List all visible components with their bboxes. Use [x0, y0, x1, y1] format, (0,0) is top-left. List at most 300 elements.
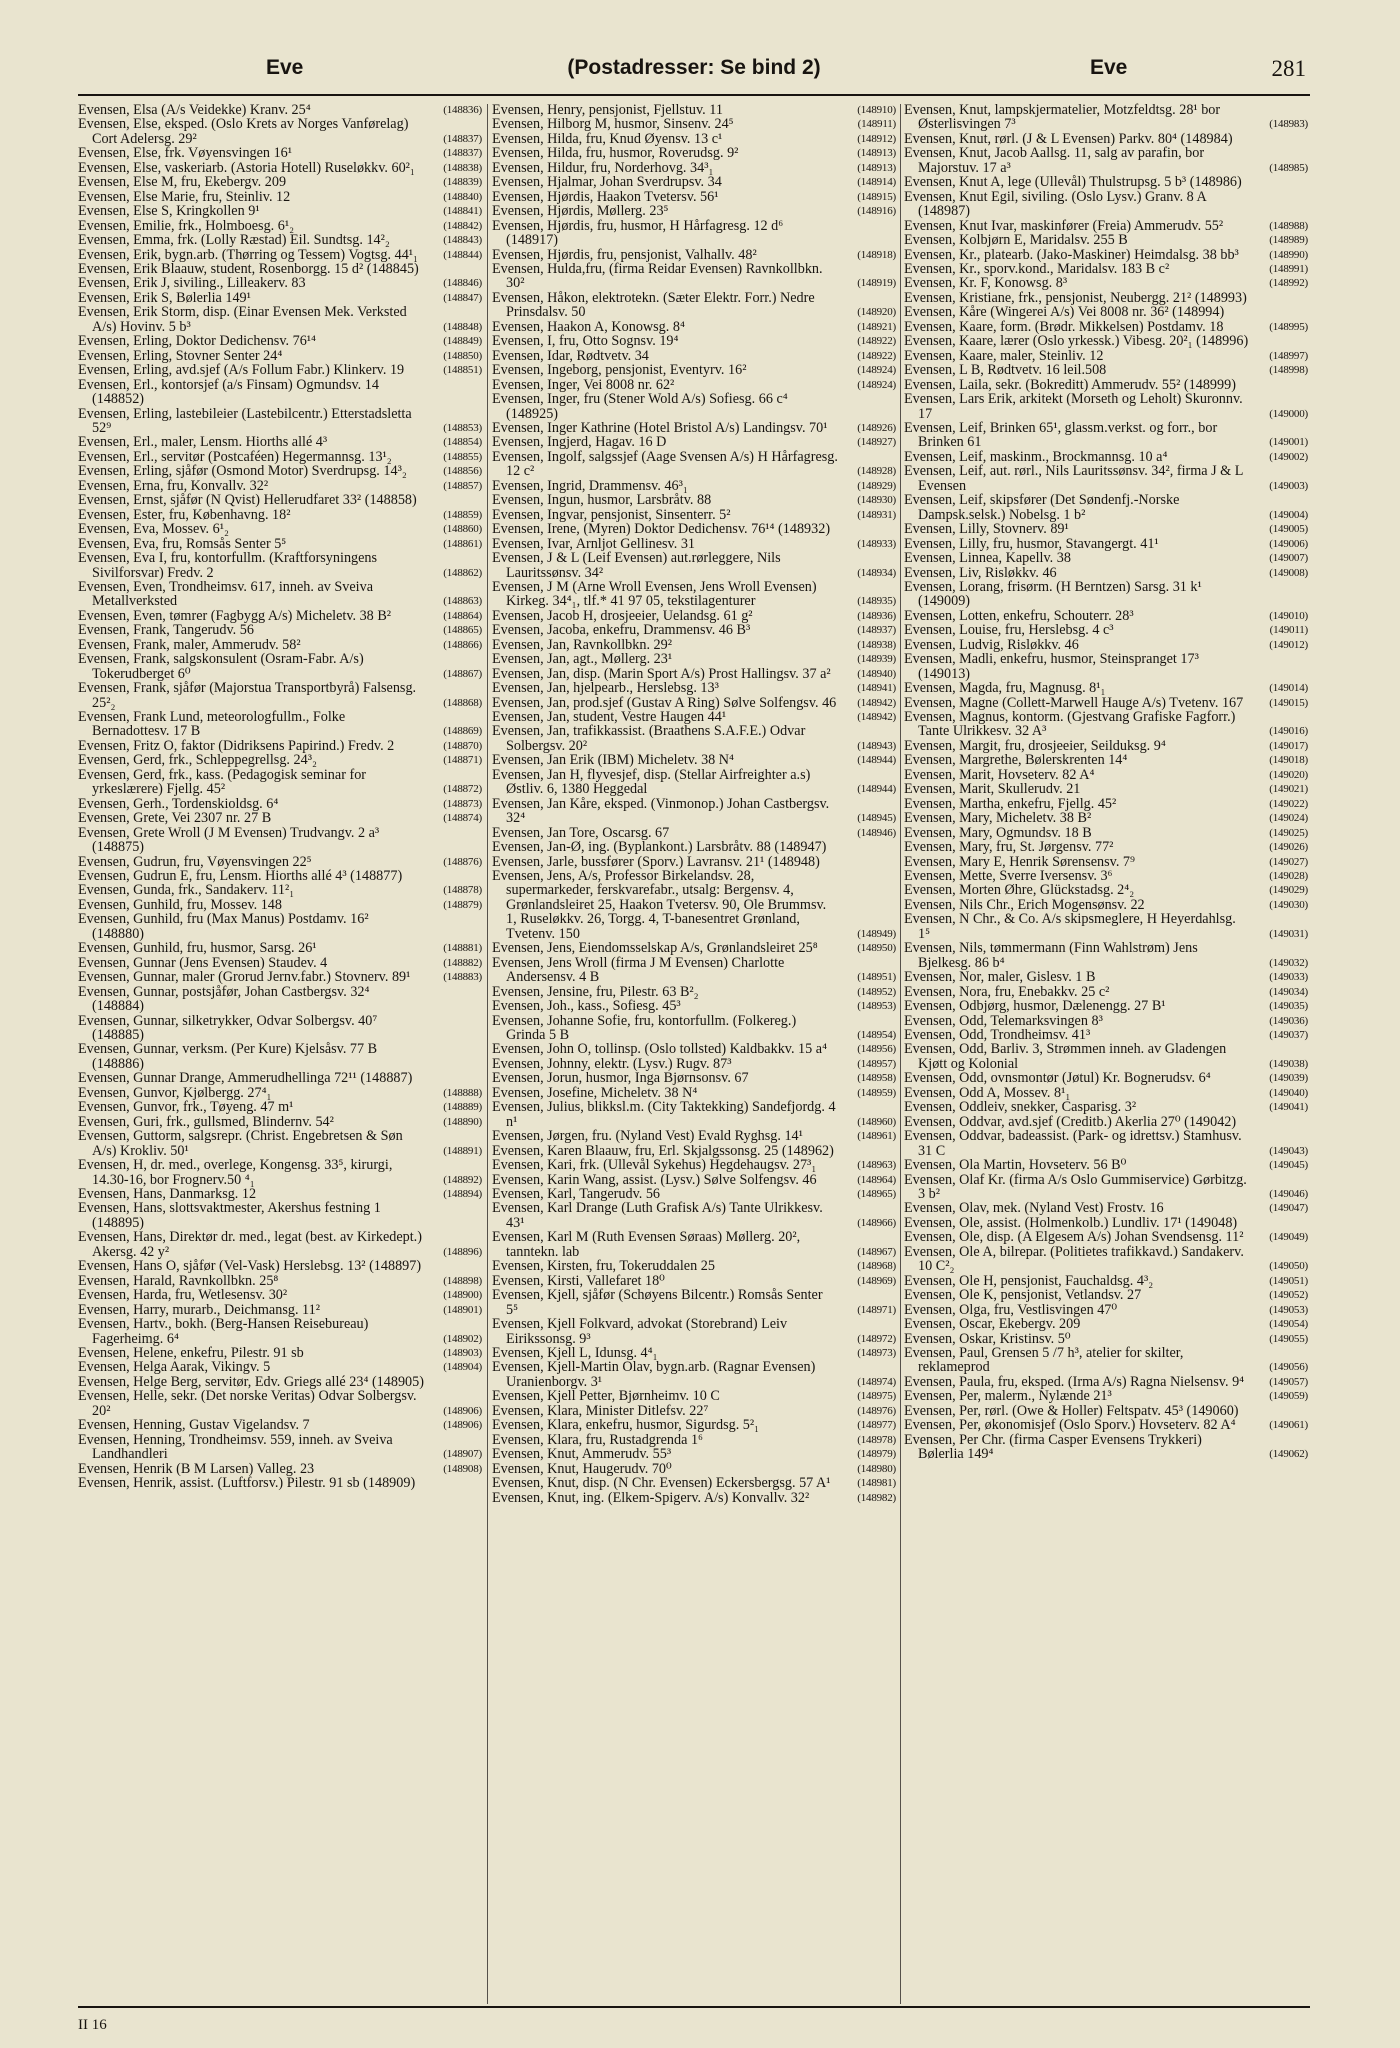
- phone-number: (148851): [443, 364, 482, 377]
- entry-text: Evensen, Jensine, fru, Pilestr. 63 B²₂: [492, 983, 699, 1000]
- directory-entry: [78, 407, 482, 436]
- entry-text: Evensen, Helle, sekr. (Det norske Veritas) Odvar Solbergsv. 20²: [78, 1388, 417, 1419]
- phone-number: (148963): [857, 1159, 896, 1172]
- directory-entry: [492, 1230, 896, 1259]
- entry-text: Evensen, Jørgen, fru. (Nyland Vest) Evald Ryghsg. 14¹: [492, 1128, 803, 1145]
- entry-text: Evensen, Haakon A, Konowsg. 8⁴: [492, 318, 685, 335]
- directory-entry: [78, 898, 482, 912]
- phone-number: (149050): [1269, 1260, 1308, 1273]
- phone-number: (148862): [443, 566, 482, 579]
- entry-text: Evensen, Olga, fru, Vestlisvingen 47⁰: [904, 1301, 1118, 1318]
- entry-text: Evensen, Knut, Haugerudv. 70⁰: [492, 1460, 672, 1477]
- entry-text: Evensen, Knut, Ammerudv. 55³: [492, 1446, 672, 1463]
- entry-text: Evensen, Elsa (A/s Veidekke) Kranv. 25⁴: [78, 102, 311, 118]
- entry-text: Evensen, Gerd, frk., Schleppegrellsg. 24³₂: [78, 752, 317, 769]
- entry-text: Evensen, Else, eksped. (Oslo Krets av Norges Vanførelag) Cort Adelersg. 29²: [78, 116, 409, 147]
- entry-text: Evensen, Ludvig, Risløkkv. 46: [904, 636, 1079, 653]
- entry-text: Evensen, Erl., servitør (Postcaféen) Hegermannsg. 13¹₂: [78, 448, 392, 465]
- entry-text: Evensen, Erling, avd.sjef (A/s Follum Fabr.) Klinkerv. 19: [78, 362, 405, 379]
- entry-text: Evensen, Hjalmar, Johan Sverdrupsv. 34: [492, 174, 722, 191]
- page-number: 281: [1271, 56, 1306, 81]
- phone-number: (148906): [443, 1404, 482, 1417]
- phone-number: (148931): [857, 508, 896, 521]
- entry-text: Evensen, Kr. F, Konowsg. 8³: [904, 275, 1068, 292]
- entry-text: Evensen, Idar, Rødtvetv. 34: [492, 347, 649, 364]
- phone-number: (148891): [443, 1144, 482, 1157]
- phone-number: (148873): [443, 797, 482, 810]
- entry-text: Evensen, Louise, fru, Herslebsg. 4 c³: [904, 622, 1114, 639]
- entry-text: Evensen, Jan, disp. (Marin Sport A/s) Prost Hallingsv. 37 a²: [492, 665, 831, 682]
- directory-entry: [78, 739, 482, 753]
- directory-entry: [78, 1086, 482, 1100]
- phone-number: (148881): [443, 942, 482, 955]
- phone-number: (148974): [857, 1375, 896, 1388]
- phone-number: (148916): [857, 205, 896, 218]
- phone-number: (149057): [1269, 1375, 1308, 1388]
- phone-number: (148951): [857, 971, 896, 984]
- directory-entry: [78, 1476, 482, 1490]
- directory-entry: [904, 262, 1308, 276]
- directory-entry: [78, 508, 482, 522]
- directory-entry: [492, 1360, 896, 1389]
- directory-entry: [492, 1462, 896, 1476]
- directory-entry: [904, 739, 1308, 753]
- entry-text: Evensen, Erna, fru, Konvallv. 32²: [78, 477, 269, 494]
- directory-entry: [904, 782, 1308, 796]
- entry-text: Evensen, Ingolf, salgssjef (Aage Svensen A/s) H Hårfagresg. 12 c²: [492, 448, 838, 480]
- entry-text: Evensen, Erling, Stovner Senter 24⁴: [78, 347, 283, 364]
- entry-text: Evensen, Odbjørg, husmor, Dælenengg. 27 B¹: [904, 998, 1166, 1015]
- directory-entry: [78, 912, 482, 941]
- directory-entry: [78, 204, 482, 218]
- entry-text: Evensen, Oddleiv, snekker, Casparisg. 3²: [904, 1099, 1137, 1116]
- directory-entry: [492, 378, 896, 392]
- phone-number: (149001): [1269, 436, 1308, 449]
- directory-entry: [78, 1129, 482, 1158]
- phone-number: (149038): [1269, 1057, 1308, 1070]
- phone-number: (148922): [857, 349, 896, 362]
- directory-entry: [904, 421, 1308, 450]
- entry-text: Evensen, Helene, enkefru, Pilestr. 91 sb: [78, 1344, 304, 1361]
- phone-number: (148992): [1269, 277, 1308, 290]
- entry-text: Evensen, Knut, lampskjermatelier, Motzfeldtsg. 28¹ bor Østerlisvingen 7³: [904, 102, 1221, 133]
- entry-text: Evensen, Frank Lund, meteorologfullm., Folke Bernadottesv. 17 B: [78, 709, 346, 740]
- phone-number: (148934): [857, 566, 896, 579]
- directory-entry: [492, 421, 896, 435]
- directory-entry: [492, 638, 896, 652]
- entry-text: Evensen, Even, tømrer (Fagbygg A/s) Micheletv. 38 B²: [78, 607, 392, 624]
- entry-text: Evensen, Hans, Danmarksg. 12: [78, 1185, 257, 1202]
- directory-entry: [904, 1346, 1308, 1375]
- directory-entry: [78, 883, 482, 897]
- phone-number: (149033): [1269, 971, 1308, 984]
- directory-entry: [492, 1418, 896, 1432]
- directory-entry: [904, 869, 1308, 883]
- phone-number: (148939): [857, 653, 896, 666]
- entry-text: Evensen, Kaare, form. (Brødr. Mikkelsen) Postdamv. 18: [904, 318, 1224, 335]
- directory-entry: [904, 276, 1308, 290]
- phone-number: (148972): [857, 1332, 896, 1345]
- phone-number: (148910): [857, 104, 896, 116]
- directory-entry: [78, 175, 482, 189]
- directory-entry: [492, 768, 896, 797]
- directory-entry: [78, 219, 482, 233]
- phone-number: (149004): [1269, 508, 1308, 521]
- entry-text: Evensen, Mary E, Henrik Sørensensv. 7⁹: [904, 853, 1135, 870]
- entry-text: Evensen, Jorun, husmor, Inga Bjørnsonsv. 67: [492, 1070, 749, 1087]
- directory-entry: [904, 1317, 1308, 1331]
- directory-entry: [492, 681, 896, 695]
- phone-number: (148954): [857, 1029, 896, 1041]
- phone-number: (148926): [857, 421, 896, 434]
- directory-entry: [904, 1014, 1308, 1028]
- entry-text: Evensen, Karl M (Ruth Evensen Søraas) Møllerg. 20², tanntekn. lab: [492, 1229, 801, 1260]
- entry-text: Evensen, Emilie, frk., Holmboesg. 6¹₂: [78, 217, 295, 234]
- phone-number: (149018): [1269, 754, 1308, 767]
- directory-entry: [492, 161, 896, 175]
- entry-text: Evensen, Johnny, elektr. (Lysv.) Rugv. 87³: [492, 1055, 732, 1072]
- entry-text: Evensen, Helge Berg, servitør, Edv. Griegs allé 23⁴ (148905): [78, 1373, 424, 1390]
- directory-entry: [78, 1042, 482, 1071]
- entry-text: Evensen, Erl., kontorsjef (a/s Finsam) Ogmundsv. 14 (148852): [78, 376, 379, 408]
- entry-text: Evensen, Kr., sporv.kond., Maridalsv. 183 B c²: [904, 260, 1170, 277]
- entry-text: Evensen, John O, tollinsp. (Oslo tollsted) Kaldbakkv. 15 a⁴: [492, 1041, 828, 1058]
- directory-entry: [904, 349, 1308, 363]
- directory-entry: [78, 1259, 482, 1273]
- phone-number: (148850): [443, 349, 482, 362]
- entry-text: Evensen, Joh., kass., Sofiesg. 45³: [492, 998, 681, 1015]
- directory-entry: [904, 522, 1308, 536]
- directory-entry: [78, 493, 482, 507]
- directory-entry: [78, 1462, 482, 1476]
- directory-entry: [904, 291, 1308, 305]
- directory-entry: [492, 1071, 896, 1085]
- directory-entry: [492, 320, 896, 334]
- phone-number: (148990): [1269, 248, 1308, 261]
- phone-number: (149010): [1269, 609, 1308, 622]
- directory-entry: [78, 1187, 482, 1201]
- phone-number: (148967): [857, 1245, 896, 1258]
- directory-entry: [904, 696, 1308, 710]
- phone-number: (148919): [857, 277, 896, 290]
- entry-text: Evensen, Hjørdis, fru, husmor, H Hårfagresg. 12 d⁶ (148917): [492, 217, 784, 249]
- directory-entry: [904, 450, 1308, 464]
- phone-number: (148921): [857, 320, 896, 333]
- phone-number: (148840): [443, 190, 482, 203]
- phone-number: (148870): [443, 739, 482, 752]
- directory-entry: [492, 1173, 896, 1187]
- phone-number: (148938): [857, 638, 896, 651]
- entry-text: Evensen, Else Marie, fru, Steinliv. 12: [78, 188, 291, 205]
- phone-number: (148950): [857, 942, 896, 955]
- phone-number: (149029): [1269, 884, 1308, 897]
- entry-text: Evensen, Ole A, bilrepar. (Politietes trafikkavd.) Sandakerv. 10 C²₂: [904, 1243, 1244, 1275]
- phone-number: (148959): [857, 1086, 896, 1099]
- entry-text: Evensen, Julius, blikksl.m. (City Taktekking) Sandefjordg. 4 n¹: [492, 1099, 836, 1130]
- directory-entry: [492, 1404, 896, 1418]
- entry-text: Evensen, Erik J, siviling., Lilleakerv. 83: [78, 275, 306, 292]
- directory-entry: [904, 985, 1308, 999]
- phone-number: (148983): [1269, 118, 1308, 131]
- phone-number: (148854): [443, 436, 482, 449]
- phone-number: (148980): [857, 1462, 896, 1475]
- directory-entry: [492, 826, 896, 840]
- phone-number: (148997): [1269, 349, 1308, 362]
- phone-number: (148856): [443, 465, 482, 478]
- entry-text: Evensen, Ester, fru, Københavng. 18²: [78, 506, 291, 523]
- phone-number: (148935): [857, 595, 896, 608]
- phone-number: (148863): [443, 595, 482, 608]
- phone-number: (148860): [443, 523, 482, 536]
- entry-text: Evensen, Gudrun, fru, Vøyensvingen 22⁵: [78, 853, 312, 870]
- entry-text: Evensen, Karl, Tangerudv. 56: [492, 1185, 661, 1202]
- directory-entry: [904, 363, 1308, 377]
- phone-number: (149025): [1269, 826, 1308, 839]
- entry-text: Evensen, Harald, Ravnkollbkn. 25⁸: [78, 1272, 279, 1289]
- entry-text: Evensen, Kjell Petter, Bjørnheimv. 10 C: [492, 1388, 720, 1405]
- entry-text: Evensen, Hjørdis, Møllerg. 23⁵: [492, 203, 669, 220]
- entry-text: Evensen, Kjell Folkvard, advokat (Storebrand) Leiv Eirikssonsg. 9³: [492, 1316, 788, 1347]
- directory-entry: [492, 450, 896, 479]
- phone-number: (148844): [443, 248, 482, 261]
- entry-text: Evensen, Erling, sjåfør (Osmond Motor) Sverdrupsg. 14³₂: [78, 463, 407, 480]
- directory-entry: [904, 1071, 1308, 1085]
- phone-number: (149051): [1269, 1274, 1308, 1287]
- directory-entry: [904, 652, 1308, 681]
- directory-entry: [78, 1433, 482, 1462]
- entry-text: Evensen, Kristiane, frk., pensjonist, Neubergg. 21² (148993): [904, 289, 1247, 306]
- directory-entry: [492, 537, 896, 551]
- directory-entry: [492, 667, 896, 681]
- phone-number: (148913): [857, 147, 896, 160]
- entry-text: Evensen, Jan Kåre, eksped. (Vinmonop.) Johan Castbergsv. 32⁴: [492, 795, 830, 827]
- entry-text: Evensen, Jan, trafikkassist. (Braathens S.A.F.E.) Odvar Solbergsv. 20²: [492, 723, 806, 754]
- phone-number: (148991): [1269, 262, 1308, 275]
- directory-entry: [492, 724, 896, 753]
- entry-text: Evensen, Inger, Vei 8008 nr. 62²: [492, 376, 675, 393]
- phone-number: (148866): [443, 638, 482, 651]
- entry-text: Evensen, Eva, Mossev. 6¹₂: [78, 521, 229, 538]
- entry-text: Evensen, Morten Øhre, Glückstadsg. 2⁴₂: [904, 882, 1135, 899]
- phone-number: (148928): [857, 465, 896, 478]
- directory-entry: [78, 479, 482, 493]
- phone-number: (148848): [443, 320, 482, 333]
- entry-text: Evensen, Frank, salgskonsulent (Osram-Fabr. A/s) Tokerudberget 6⁰: [78, 651, 364, 682]
- footer-rule: [78, 2006, 1310, 2008]
- directory-entry: [78, 1014, 482, 1043]
- directory-entry: [904, 320, 1308, 334]
- directory-entry: [492, 840, 896, 854]
- directory-entry: [78, 956, 482, 970]
- entry-text: Evensen, Olaf Kr. (firma A/s Oslo Gummiservice) Gørbitzg. 3 b²: [904, 1171, 1247, 1202]
- directory-entry: [492, 508, 896, 522]
- entry-text: Evensen, Karin Wang, assist. (Lysv.) Sølve Solfengsv. 46: [492, 1171, 817, 1188]
- directory-entry: [492, 941, 896, 955]
- phone-number: (149000): [1269, 407, 1308, 420]
- directory-entry: [492, 1447, 896, 1461]
- phone-number: (149040): [1269, 1086, 1308, 1099]
- phone-number: (148869): [443, 725, 482, 738]
- directory-entry: [904, 103, 1308, 132]
- entry-text: Evensen, Kjell L, Idunsg. 4⁴₁: [492, 1344, 658, 1361]
- entry-text: Evensen, Inger, fru (Stener Wold A/s) Sofiesg. 66 c⁴ (148925): [492, 391, 788, 422]
- phone-number: (148902): [443, 1332, 482, 1345]
- entry-text: Evensen, Jens, A/s, Professor Birkelandsv. 28, supermarkeder, ferskvarefabr., utsalg: Bergensv. 4, Grønlandsleiret 25, Haakon Tvetersv. 90, Ole Brummsv. 1, Ruseløkkv. 26, Torgg. 4, T-banesentret Grønland, Tvetenv. 150: [492, 868, 827, 942]
- phone-number: (149003): [1269, 479, 1308, 492]
- entry-text: Evensen, Gunhild, fru (Max Manus) Postdamv. 16² (148880): [78, 911, 369, 942]
- phone-number: (148883): [443, 971, 482, 984]
- directory-entry: [904, 710, 1308, 739]
- phone-number: (148836): [443, 104, 482, 116]
- phone-number: (149059): [1269, 1390, 1308, 1403]
- entry-text: Evensen, Ingrid, Drammensv. 46³₁: [492, 477, 688, 494]
- directory-entry: [904, 566, 1308, 580]
- directory-entry: [492, 985, 896, 999]
- directory-entry: [78, 1375, 482, 1389]
- phone-number: (148927): [857, 436, 896, 449]
- entry-text: Evensen, Gudrun E, fru, Lensm. Hiorths allé 4³ (148877): [78, 868, 403, 885]
- directory-entry: [904, 1216, 1308, 1230]
- entry-text: Evensen, Hans, slottsvaktmester, Akershus festning 1 (148895): [78, 1200, 381, 1231]
- directory-entry: [78, 1201, 482, 1230]
- directory-entry: [492, 1144, 896, 1158]
- directory-entry: [78, 1071, 482, 1085]
- entry-text: Evensen, Nils, tømmermann (Finn Wahlstrøm) Jens Bjelkesg. 86 b⁴: [904, 940, 1198, 971]
- entry-text: Evensen, Oddvar, avd.sjef (Creditb.) Akerlia 27⁰ (149042): [904, 1113, 1237, 1130]
- entry-text: Evensen, Gunhild, fru, husmor, Sarsg. 26¹: [78, 940, 317, 957]
- directory-entry: [904, 305, 1308, 319]
- phone-number: (149008): [1269, 566, 1308, 579]
- phone-number: (148904): [443, 1361, 482, 1374]
- entry-text: Evensen, Laila, sekr. (Bokreditt) Ammerudv. 55² (148999): [904, 376, 1236, 393]
- directory-entry: [492, 1100, 896, 1129]
- directory-entry: [78, 551, 482, 580]
- entry-text: Evensen, Marit, Hovseterv. 82 A⁴: [904, 766, 1095, 783]
- entry-text: Evensen, Lorang, frisørm. (H Berntzen) Sarsg. 31 k¹ (149009): [904, 578, 1202, 610]
- phone-number: (149043): [1269, 1144, 1308, 1157]
- directory-entry: [78, 855, 482, 869]
- phone-number: (148837): [443, 147, 482, 160]
- entry-text: Evensen, Jarle, bussfører (Sporv.) Lavransv. 21¹ (148948): [492, 853, 820, 870]
- directory-entry: [78, 1274, 482, 1288]
- phone-number: (148882): [443, 956, 482, 969]
- directory-entry: [904, 826, 1308, 840]
- phone-number: (148849): [443, 335, 482, 348]
- entry-text: Evensen, Erling, Doktor Dedichensv. 76¹⁴: [78, 333, 316, 350]
- directory-entry: [904, 464, 1308, 493]
- entry-text: Evensen, Erling, lastebileier (Lastebilcentr.) Etterstadsletta 52⁹: [78, 405, 412, 436]
- directory-entry: [78, 117, 482, 146]
- entry-text: Evensen, Mary, Micheletv. 38 B²: [904, 810, 1092, 827]
- entry-text: Evensen, Gunnar (Jens Evensen) Staudev. 4: [78, 954, 328, 971]
- entry-text: Evensen, Madli, enkefru, husmor, Steinspranget 17³ (149013): [904, 651, 1199, 682]
- phone-number: (148879): [443, 898, 482, 911]
- phone-number: (149035): [1269, 1000, 1308, 1013]
- phone-number: (148941): [857, 682, 896, 695]
- entry-text: Evensen, Kjell, sjåfør (Schøyens Bilcentr.) Romsås Senter 5⁵: [492, 1287, 823, 1318]
- phone-number: (148859): [443, 508, 482, 521]
- entry-text: Evensen, Hildur, fru, Norderhovg. 34³₁: [492, 159, 714, 176]
- phone-number: (148940): [857, 667, 896, 680]
- phone-number: (148841): [443, 205, 482, 218]
- directory-entry: [904, 146, 1308, 175]
- entry-text: Evensen, Knut, rørl. (J & L Evensen) Parkv. 80⁴ (148984): [904, 130, 1233, 147]
- directory-entry: [904, 753, 1308, 767]
- entry-text: Evensen, Erl., maler, Lensm. Hiorths allé 4³: [78, 434, 328, 451]
- phone-number: (148946): [857, 826, 896, 839]
- phone-number: (148906): [443, 1419, 482, 1432]
- directory-entry: [904, 1418, 1308, 1432]
- entry-text: Evensen, Gunvor, frk., Tøyeng. 47 m¹: [78, 1099, 294, 1116]
- entry-text: Evensen, Gunnar, maler (Grorud Jernv.fabr.) Stovnerv. 89¹: [78, 969, 411, 986]
- directory-entry: [904, 797, 1308, 811]
- directory-entry: [492, 1346, 896, 1360]
- entry-text: Evensen, Lilly, Stovnerv. 89¹: [904, 521, 1069, 538]
- phone-number: (148889): [443, 1101, 482, 1114]
- phone-number: (148914): [857, 176, 896, 189]
- phone-number: (148924): [857, 364, 896, 377]
- directory-entry: [78, 334, 482, 348]
- entry-text: Evensen, Magnus, kontorm. (Gjestvang Grafiske Fagforr.) Tante Ulrikkesv. 32 A³: [904, 709, 1236, 740]
- directory-entry: [904, 1389, 1308, 1403]
- directory-entry: [492, 1288, 896, 1317]
- entry-text: Evensen, L B, Rødtvetv. 16 leil.508: [904, 362, 1107, 379]
- phone-number: (149039): [1269, 1072, 1308, 1085]
- entry-text: Evensen, Johanne Sofie, fru, kontorfullm. (Folkereg.) Grinda 5 B: [492, 1012, 797, 1043]
- directory-entry: [492, 869, 896, 941]
- directory-entry: [492, 1129, 896, 1143]
- entry-text: Evensen, Olav, mek. (Nyland Vest) Frostv. 16: [904, 1200, 1164, 1217]
- directory-column-2: [492, 103, 896, 1505]
- entry-text: Evensen, Fritz O, faktor (Didriksens Papirind.) Fredv. 2: [78, 737, 395, 754]
- entry-text: Evensen, Knut Egil, siviling. (Oslo Lysv.) Granv. 8 A (148987): [904, 188, 1206, 220]
- entry-text: Evensen, Else, frk. Vøyensvingen 16¹: [78, 145, 293, 162]
- entry-text: Evensen, Liv, Risløkkv. 46: [904, 564, 1057, 581]
- phone-number: (148977): [857, 1419, 896, 1432]
- directory-entry: [78, 811, 482, 825]
- directory-entry: [78, 450, 482, 464]
- phone-number: (149011): [1269, 624, 1308, 637]
- entry-text: Evensen, Klara, fru, Rustadgrenda 1⁶: [492, 1431, 703, 1448]
- phone-number: (149034): [1269, 985, 1308, 998]
- phone-number: (149016): [1269, 725, 1308, 738]
- phone-number: (148944): [857, 754, 896, 767]
- directory-entry: [78, 1158, 482, 1187]
- entry-text: Evensen, Gunnar Drange, Ammerudhellinga 72¹¹ (148887): [78, 1070, 413, 1087]
- entry-text: Evensen, Odd A, Mossev. 8¹₁: [904, 1084, 1071, 1101]
- directory-entry: [904, 941, 1308, 970]
- directory-entry: [904, 768, 1308, 782]
- directory-entry: [492, 479, 896, 493]
- directory-entry: [492, 103, 896, 117]
- directory-entry: [904, 493, 1308, 522]
- entry-text: Evensen, Jan H, flyvesjef, disp. (Stellar Airfreighter a.s) Østliv. 6, 1380 Heggedal: [492, 766, 811, 798]
- phone-number: (148995): [1269, 320, 1308, 333]
- entry-text: Evensen, Henrik, assist. (Luftforsv.) Pilestr. 91 sb (148909): [78, 1475, 416, 1492]
- entry-text: Evensen, Erik S, Bølerlia 149¹: [78, 289, 251, 306]
- phone-number: (149007): [1269, 552, 1308, 565]
- directory-entry: [492, 999, 896, 1013]
- directory-entry: [904, 1274, 1308, 1288]
- entry-text: Evensen, Jan Tore, Oscarsg. 67: [492, 824, 670, 841]
- directory-entry: [78, 146, 482, 160]
- directory-entry: [492, 349, 896, 363]
- entry-text: Evensen, Nor, maler, Gislesv. 1 B: [904, 969, 1096, 986]
- directory-entry: [78, 941, 482, 955]
- phone-number: (149041): [1269, 1101, 1308, 1114]
- directory-entry: [904, 855, 1308, 869]
- phone-number: (148894): [443, 1187, 482, 1200]
